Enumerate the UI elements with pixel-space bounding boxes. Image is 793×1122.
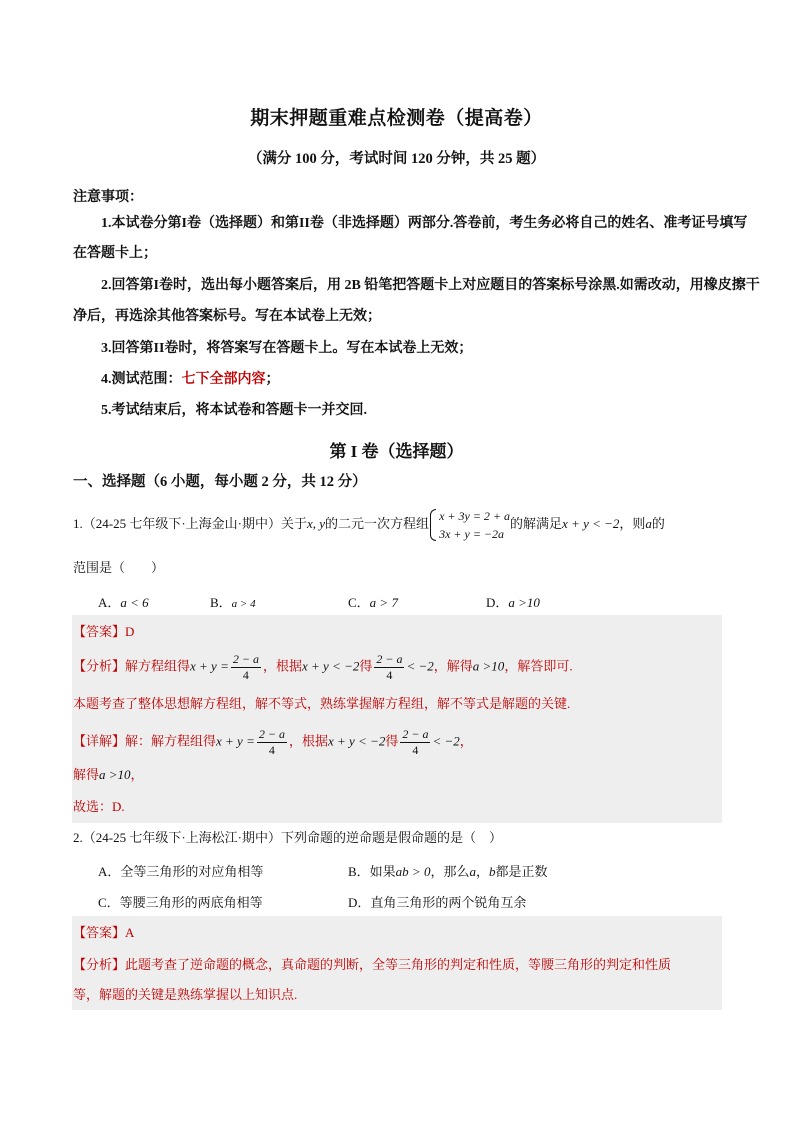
q1-analysis bbox=[73, 652, 573, 683]
detail-c: 得 bbox=[385, 733, 399, 749]
solve-label: 解得 bbox=[73, 767, 100, 782]
analysis-label: 【分析】解方程组得 bbox=[73, 658, 191, 674]
frac-den: 4 bbox=[386, 668, 393, 682]
part-heading: 一、选择题（6 小题，每小题 2 分，共 12 分） bbox=[73, 474, 367, 490]
q1-var-a: a bbox=[645, 515, 652, 531]
expr-cond: x + y < −2 bbox=[327, 733, 386, 749]
analysis-d: ，解得 bbox=[433, 658, 473, 674]
q1-stem-line-2: 范围是（ ） bbox=[73, 560, 165, 575]
optB-var-b: b bbox=[488, 864, 496, 879]
equation-2: 3x + y = −2a bbox=[439, 527, 505, 541]
q2-option-c: C．等腰三角形的两底角相等 bbox=[98, 895, 263, 910]
optB-sep: ， bbox=[475, 864, 489, 879]
option-expr: a >10 bbox=[508, 595, 540, 610]
frac-num: 2 − a bbox=[402, 727, 429, 741]
option-expr: a < 6 bbox=[120, 595, 149, 610]
expr-result: a >10 bbox=[472, 658, 505, 674]
q1-stem-d: ，则 bbox=[619, 515, 646, 531]
q1-choice: 故选：D. bbox=[73, 799, 125, 814]
expr-result: a >10 bbox=[99, 767, 131, 782]
option-label: D． bbox=[486, 595, 509, 610]
note-4 bbox=[73, 366, 763, 394]
note-2-line-1: 2.回答第I卷时，选出每小题答案后，用 2B 铅笔把答题卡上对应题目的答案标号涂黑.如需改动，用橡皮擦干 bbox=[101, 278, 760, 293]
q1-stem-e: 的 bbox=[651, 515, 665, 531]
q1-summary: 本题考查了整体思想解方程组，解不等式，熟练掌握解方程组，解不等式是解题的关键. bbox=[73, 696, 571, 711]
q1-answer-box bbox=[72, 615, 722, 823]
question-1-stem bbox=[73, 507, 753, 543]
q2-analysis-line-1: 【分析】此题考查了逆命题的概念，真命题的判断，全等三角形的判定和性质，等腰三角形的判定和性质 bbox=[73, 957, 672, 972]
optB-var-a: a bbox=[469, 864, 476, 879]
q1-condition: x + y < −2 bbox=[562, 515, 620, 531]
note-3-text: 3.回答第II卷时，将答案写在答题卡上。写在本试卷上无效； bbox=[101, 341, 473, 356]
option-label: C． bbox=[348, 595, 370, 610]
frac-num: 2 − a bbox=[232, 652, 259, 666]
note-2-cont: 净后，再选涂其他答案标号。写在本试卷上无效； bbox=[73, 309, 381, 324]
analysis-e: ，解答即可. bbox=[504, 658, 573, 674]
optB-c: 都是正数 bbox=[495, 864, 548, 879]
expr-cond: x + y < −2 bbox=[301, 658, 360, 674]
fraction bbox=[374, 652, 404, 683]
note-4-prefix: 4.测试范围： bbox=[101, 372, 182, 387]
q2-option-d: D．直角三角形的两个锐角互余 bbox=[348, 895, 527, 910]
q1-vars: x, y bbox=[307, 515, 326, 531]
section-title: 第 I 卷（选择题） bbox=[329, 442, 464, 461]
note-1-cont: 在答题卡上； bbox=[73, 246, 157, 261]
q1-stem-a: 1.（24-25 七年级下·上海金山·期中）关于 bbox=[73, 515, 307, 531]
note-4-suffix: ； bbox=[265, 372, 280, 387]
fraction bbox=[257, 727, 287, 758]
detail-b: ，根据 bbox=[288, 733, 328, 749]
q1-answer: 【答案】D bbox=[73, 624, 135, 639]
note-1 bbox=[73, 210, 763, 238]
q2-analysis-line-2: 等，解题的关键是熟练掌握以上知识点. bbox=[73, 987, 298, 1002]
expr-sum: x + y = bbox=[190, 658, 229, 674]
detail-label: 【详解】解：解方程组得 bbox=[73, 733, 217, 749]
fraction bbox=[231, 652, 261, 683]
option-expr: a > 7 bbox=[369, 595, 398, 610]
analysis-c: 得 bbox=[359, 658, 373, 674]
note-5-text: 5.考试结束后，将本试卷和答题卡一并交回. bbox=[101, 403, 367, 418]
q1-option-b bbox=[210, 592, 256, 611]
optB-a: B．如果 bbox=[348, 864, 396, 879]
q1-option-c bbox=[348, 592, 398, 611]
test-range: 七下全部内容 bbox=[181, 372, 266, 387]
option-label: A． bbox=[98, 595, 121, 610]
note-5 bbox=[73, 397, 763, 425]
analysis-b: ，根据 bbox=[262, 658, 302, 674]
q2-option-b bbox=[348, 861, 548, 880]
q1-option-a bbox=[98, 592, 149, 611]
frac-den: 4 bbox=[268, 743, 275, 757]
frac-num: 2 − a bbox=[258, 727, 285, 741]
frac-den: 4 bbox=[242, 668, 249, 682]
q1-solve bbox=[73, 765, 144, 785]
note-1-line-1: 1.本试卷分第I卷（选择题）和第II卷（非选择题）两部分.答卷前，考生务必将自己的姓名、准考证号填写 bbox=[101, 216, 748, 231]
note-2 bbox=[73, 272, 763, 300]
q1-stem-b: 的二元一次方程组 bbox=[325, 515, 430, 531]
option-label: B． bbox=[210, 595, 232, 610]
note-3 bbox=[73, 335, 763, 363]
q1-detail bbox=[73, 727, 473, 758]
expr-ineq: < −2 bbox=[432, 733, 460, 749]
page-subtitle: （满分 100 分，考试时间 120 分钟，共 25 题） bbox=[247, 151, 546, 167]
expr-ineq: < −2 bbox=[406, 658, 434, 674]
frac-num: 2 − a bbox=[376, 652, 403, 666]
expr-sum: x + y = bbox=[216, 733, 255, 749]
solve-b: ， bbox=[130, 767, 144, 782]
equation-system bbox=[429, 507, 510, 543]
detail-d: ， bbox=[459, 733, 473, 749]
optB-expr: ab > 0 bbox=[395, 864, 431, 879]
option-expr: a > 4 bbox=[231, 598, 256, 610]
fraction bbox=[400, 727, 430, 758]
q2-answer: 【答案】A bbox=[73, 925, 135, 940]
optB-b: ，那么 bbox=[430, 864, 470, 879]
q2-option-a: A．全等三角形的对应角相等 bbox=[98, 864, 264, 879]
page-title: 期末押题重难点检测卷（提高卷） bbox=[250, 108, 543, 129]
equation-1: x + 3y = 2 + a bbox=[439, 509, 511, 523]
frac-den: 4 bbox=[412, 743, 419, 757]
notes-heading: 注意事项： bbox=[73, 190, 143, 205]
q1-stem-c: 的解满足 bbox=[510, 515, 563, 531]
q1-option-d bbox=[486, 592, 540, 611]
question-2-stem: 2.（24-25 七年级下·上海松江·期中）下列命题的逆命题是假命题的是（ ） bbox=[73, 830, 502, 845]
